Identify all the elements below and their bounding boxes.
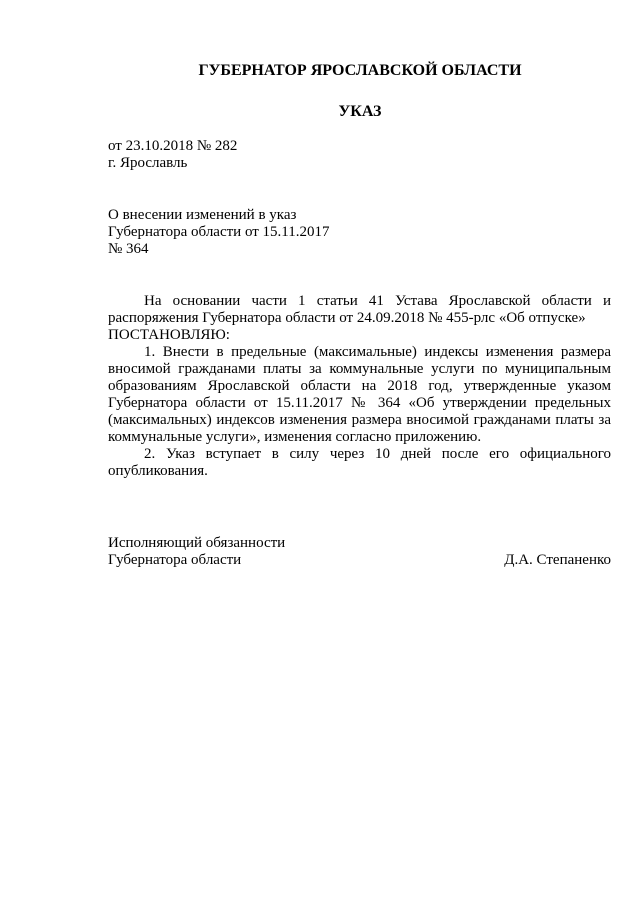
document-date-number: от 23.10.2018 № 282 xyxy=(108,138,238,154)
item-1-paragraph: 1. Внести в предельные (максимальные) индексы изменения размера вносимой гражданами платы за коммунальные услуги по муниципальным образованиям Ярославской области на 2018 год, утвержденные указом Губернатора области от 15.11.2017 № 364 «Об утверждении предельных (максимальных) индексов изменения размера вносимой гражданами платы за коммунальные услуги», изменения согласно приложению. xyxy=(108,344,611,445)
document-city: г. Ярославль xyxy=(108,155,188,171)
document-body xyxy=(108,293,611,480)
subject-line-2: Губернатора области от 15.11.2017 xyxy=(108,224,330,240)
signature-name: Д.А. Степаненко xyxy=(504,552,611,568)
decree-word: ПОСТАНОВЛЯЮ: xyxy=(108,327,230,343)
preamble-paragraph: На основании части 1 статьи 41 Устава Ярославской области и распоряжения Губернатора области от 24.09.2018 № 455-рлс «Об отпуске» xyxy=(108,293,611,326)
item-2-paragraph: 2. Указ вступает в силу через 10 дней после его официального опубликования. xyxy=(108,446,611,479)
subject-line-1: О внесении изменений в указ xyxy=(108,207,297,223)
document-type: УКАЗ xyxy=(338,103,382,120)
signature-role-line-1: Исполняющий обязанности xyxy=(108,535,286,551)
signature-role-line-2: Губернатора области xyxy=(108,552,242,568)
document-organization: ГУБЕРНАТОР ЯРОСЛАВСКОЙ ОБЛАСТИ xyxy=(198,62,522,79)
signature-block xyxy=(108,552,611,569)
subject-line-3: № 364 xyxy=(108,241,149,257)
